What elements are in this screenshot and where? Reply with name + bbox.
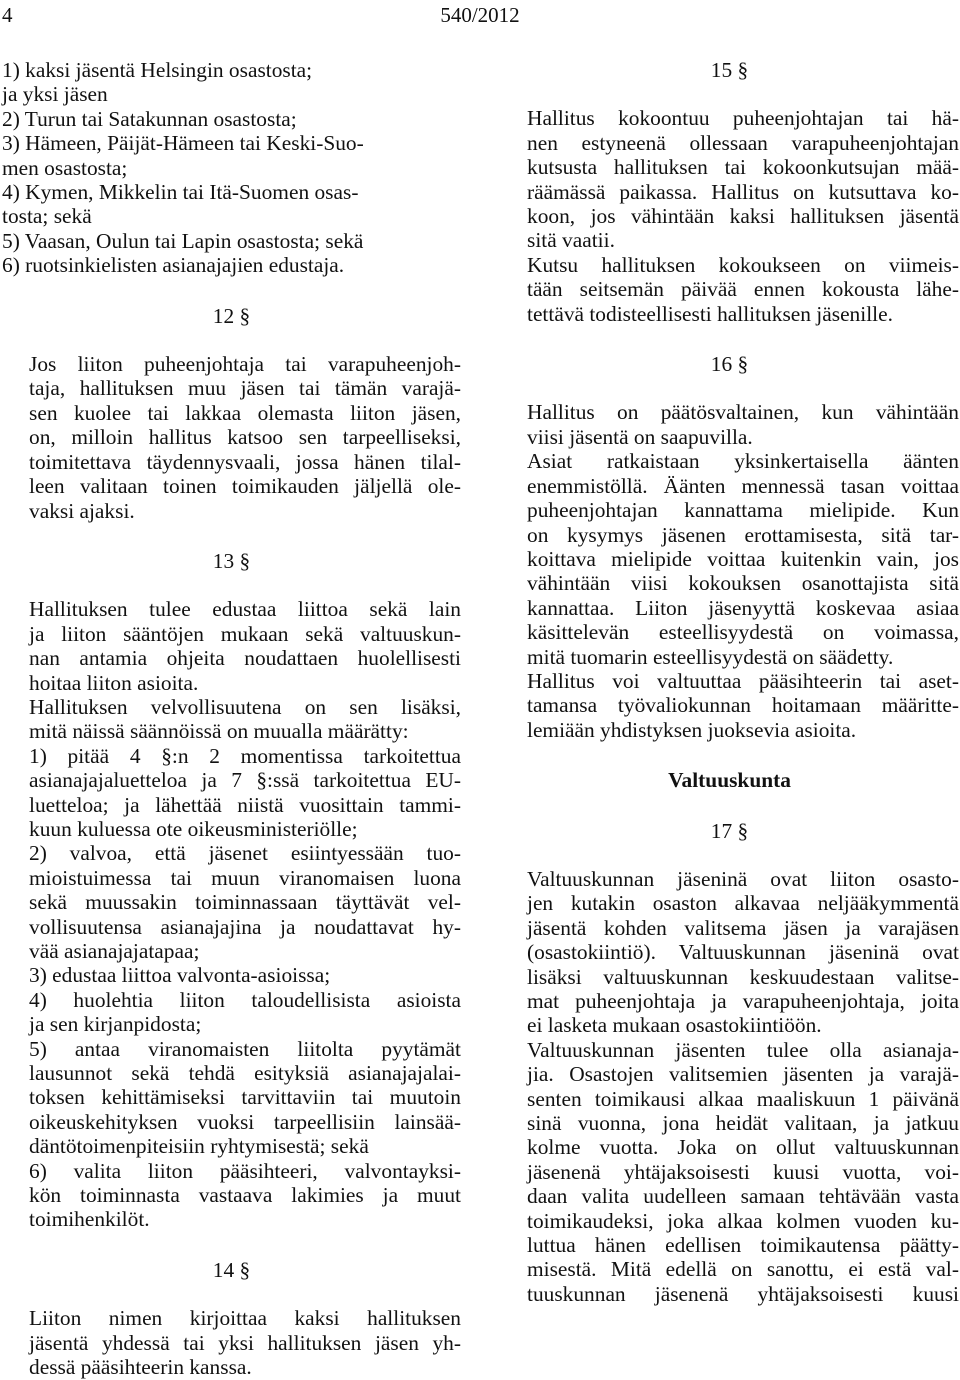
text-line: dessä pääsihteerin kanssa. — [29, 1355, 252, 1380]
section-12-heading: 12 § — [212, 303, 251, 328]
text-line: Hallituksen tulee edustaa liittoa sekä lain — [29, 597, 461, 622]
text-line: vää asianajajatapaa; — [29, 939, 200, 963]
text-line: tettävä todisteellisesti hallituksen jäsenille. — [527, 301, 893, 326]
section-13-item-1 — [2, 744, 461, 842]
text-line: ja liiton sääntöjen mukaan sekä valtuuskun- — [29, 621, 461, 646]
text-line: 5) antaa viranomaisten liitolta pyytämät — [29, 1036, 461, 1061]
text-line: sitä vaatii. — [527, 228, 615, 253]
text-line: jäsentä kohden valitsema jäsen ja varajäsen — [527, 915, 959, 940]
text-line: 3) edustaa liittoa valvonta-asioissa; — [29, 963, 331, 988]
section-13-item-4 — [2, 988, 461, 1037]
text-line: toimikaudeksi, joka alkaa kolmen vuoden ku- — [527, 1208, 959, 1233]
text-line: 5) Vaasan, Oulun tai Lapin osastosta; sekä — [2, 228, 364, 253]
text-line: senten toimikausi alkaa maaliskuun 1 päivänä — [527, 1086, 959, 1111]
section-17-paragraph-2 — [500, 1038, 959, 1306]
section-12-paragraph — [2, 352, 461, 523]
section-13-item-5 — [2, 1037, 461, 1159]
section-11-continuation — [2, 58, 461, 278]
right-column — [500, 58, 959, 1306]
section-13-paragraph-1 — [2, 597, 461, 695]
text-line: kön toiminnasta vastaava lakimies ja muut — [29, 1183, 461, 1208]
text-line: däntötoimenpiteisiin ryhtymisestä; sekä — [29, 1134, 369, 1159]
text-line: kuun kuluessa ote oikeusministeriölle; — [29, 816, 358, 841]
text-line: jen kutakin osaston alkavaa neljääkymmentä — [527, 891, 959, 916]
section-15-heading: 15 § — [710, 58, 749, 82]
text-line: kannattaa. Liiton jäsenyyttä koskevaa asiaa — [527, 595, 959, 620]
text-line: käsittelevän esteellisyydestä on voimassa, — [527, 620, 959, 645]
section-13-heading: 13 § — [212, 548, 251, 573]
text-line: sinä vuonna, jona heidät valitaan, ja jatkuu — [527, 1111, 959, 1136]
section-16-heading: 16 § — [710, 352, 749, 377]
text-line: ja yksi jäsen — [2, 82, 108, 107]
text-line: viisi jäsentä on saapuvilla. — [527, 424, 753, 449]
text-line: Valtuuskunnan jäsenten tulee olla asianaja- — [527, 1037, 959, 1062]
text-line: leen valitaan toinen toimikauden jäljellä ole- — [29, 474, 461, 499]
text-line: sen kuolee tai lakkaa olemasta liiton jäsen, — [29, 400, 461, 425]
text-line: on, milloin hallitus katsoo sen tarpeelliseksi, — [29, 425, 461, 450]
text-line: 1) pitää 4 §:n 2 momentissa tarkoitettua — [29, 743, 461, 768]
text-line: oikeuskehityksen vuoksi tarpeellisiin lainsää- — [29, 1109, 461, 1134]
section-14-heading: 14 § — [212, 1257, 251, 1282]
section-16-paragraph-3 — [500, 669, 959, 742]
section-13-item-6 — [2, 1159, 461, 1232]
section-13-item-2 — [2, 841, 461, 963]
page-number: 4 — [2, 3, 13, 27]
text-line: mitä näissä säännöissä on muualla määrätty: — [29, 719, 409, 744]
section-15-paragraph-1 — [500, 106, 959, 252]
text-line: jäsentä yhdessä tai yksi hallituksen jäsen yh- — [29, 1330, 461, 1355]
text-line: koittava mielipide voittaa kuitenkin vain, jos — [527, 546, 959, 571]
text-line: lisäksi valtuuskunnan keskuudestaan valitse- — [527, 964, 959, 989]
section-15-paragraph-2 — [500, 253, 959, 326]
text-line: vollisuutensa asianajajina ja noudattavat hy- — [29, 914, 461, 939]
text-line: 3) Hämeen, Päijät-Hämeen tai Keski-Suo- — [2, 131, 364, 156]
text-line: Hallitus kokoontuu puheenjohtajan tai hä- — [527, 106, 959, 131]
text-line: Hallitus voi valtuuttaa pääsihteerin tai aset- — [527, 668, 959, 693]
text-line: jäsenenä yhtäjaksoisesti kuusi vuotta, voi- — [527, 1159, 959, 1184]
text-line: lemiään yhdistyksen juoksevia asioita. — [527, 717, 857, 742]
text-line: 4) Kymen, Mikkelin tai Itä-Suomen osas- — [2, 180, 359, 205]
text-line: mat puheenjohtaja ja varapuheenjohtaja, joita — [527, 989, 959, 1013]
text-line: tosta; sekä — [2, 204, 92, 229]
text-line: nan antamia ohjeita noudattaen huolellisesti — [29, 646, 461, 671]
text-line: on kysymys jäsenen erottamisesta, sitä tar- — [527, 522, 959, 547]
text-line: 1) kaksi jäsentä Helsingin osastosta; — [2, 58, 313, 82]
section-16-paragraph-1 — [500, 400, 959, 449]
text-line: tamansa työvaliokunnan hoitamaan määritte- — [527, 693, 959, 718]
text-line: 2) Turun tai Satakunnan osastosta; — [2, 106, 297, 131]
text-line: 2) valvoa, että jäsenet esiintyessään tuo- — [29, 841, 461, 866]
text-line: asianajajaluetteloa ja 7 §:ssä tarkoitettua EU- — [29, 768, 461, 793]
text-line: Asiat ratkaistaan yksinkertaisella äänten — [527, 449, 959, 474]
text-line: Liiton nimen kirjoittaa kaksi hallituksen — [29, 1306, 461, 1331]
text-line: Hallituksen velvollisuutena on sen lisäksi, — [29, 694, 461, 719]
text-line: Valtuuskunnan jäseninä ovat liiton osasto- — [527, 866, 959, 891]
text-line: räämässä paikassa. Hallitus on kutsuttava ko- — [527, 179, 959, 204]
chapter-title-valtuuskunta: Valtuuskunta — [668, 768, 791, 793]
text-line: ei lasketa mukaan osastokiintiöön. — [527, 1013, 822, 1038]
text-line: toksen kehittämiseksi tarvittaviin tai muutoin — [29, 1085, 461, 1110]
text-line: jia. Osastojen valitsemien jäsenten ja varajä- — [527, 1062, 959, 1087]
text-line: misestä. Mitä edellä on sanottu, ei estä val- — [527, 1257, 959, 1282]
text-line: toimitettava täydennysvaali, jossa hänen tilal- — [29, 449, 461, 474]
section-17-paragraph-1 — [500, 867, 959, 1038]
text-line: luttua hänen edellisen toimikautensa päätty- — [527, 1233, 959, 1258]
text-line: mioistuimessa tai muun viranomaisen luona — [29, 865, 461, 890]
text-line: 4) huolehtia liiton taloudellisista asioista — [29, 987, 461, 1012]
text-line: vaksi ajaksi. — [29, 498, 135, 523]
text-line: kolme vuotta. Joka on ollut valtuuskunnan — [527, 1135, 959, 1160]
text-line: tuuskunnan jäsenenä yhtäjaksoisesti kuusi — [527, 1281, 959, 1306]
text-line: enemmistöllä. Äänten mennessä tasan voittaa — [527, 473, 959, 498]
text-line: Jos liiton puheenjohtaja tai varapuheenjoh- — [29, 352, 461, 377]
text-line: (osastokiintiö). Valtuuskunnan jäseninä ovat — [527, 940, 959, 965]
text-line: koon, jos vähintään kaksi hallituksen jäsentä — [527, 204, 959, 229]
text-line: sekä muussakin toiminnassaan täyttävät vel- — [29, 890, 461, 915]
section-17-heading: 17 § — [710, 818, 749, 843]
text-line: hoitaa liiton asioita. — [29, 670, 199, 695]
text-line: puheenjohtajan kannattama mielipide. Kun — [527, 498, 959, 523]
text-line: daan valita uudelleen samaan tehtävään vasta — [527, 1184, 959, 1209]
text-line: vähintään viisi kokouksen osanottajista sitä — [527, 571, 959, 596]
text-line: lausunnot sekä tehdä esityksiä asianajajalai- — [29, 1061, 461, 1086]
text-line: ja sen kirjanpidosta; — [29, 1012, 202, 1037]
section-16-paragraph-2 — [500, 449, 959, 669]
text-line: Kutsu hallituksen kokoukseen on viimeis- — [527, 252, 959, 277]
text-line: taja, hallituksen muu jäsen tai tämän varajä- — [29, 376, 461, 401]
section-13-paragraph-2 — [2, 695, 461, 744]
text-line: nen estyneenä ollessaan varapuheenjohtajan — [527, 130, 959, 155]
left-column — [2, 58, 461, 1380]
text-line: 6) ruotsinkielisten asianajajien edustaja. — [2, 253, 345, 278]
section-14-paragraph — [2, 1306, 461, 1379]
text-line: tään seitsemän päivää ennen kokousta lähe- — [527, 277, 959, 302]
text-line: toimihenkilöt. — [29, 1207, 150, 1232]
page-header — [0, 0, 960, 28]
text-line: 6) valita liiton pääsihteeri, valvontayksi- — [29, 1158, 461, 1183]
text-line: kutsusta hallituksen tai kokoonkutsujan mää- — [527, 155, 959, 180]
text-line: Hallitus on päätösvaltainen, kun vähintään — [527, 400, 959, 425]
text-line: men osastosta; — [2, 155, 128, 180]
text-line: luetteloa; ja lähettää niistä vuosittain tammi- — [29, 792, 461, 817]
section-13-item-3 — [2, 963, 461, 987]
document-id: 540/2012 — [440, 3, 520, 27]
text-line: mitä tuomarin esteellisyydestä on säädetty. — [527, 644, 894, 669]
